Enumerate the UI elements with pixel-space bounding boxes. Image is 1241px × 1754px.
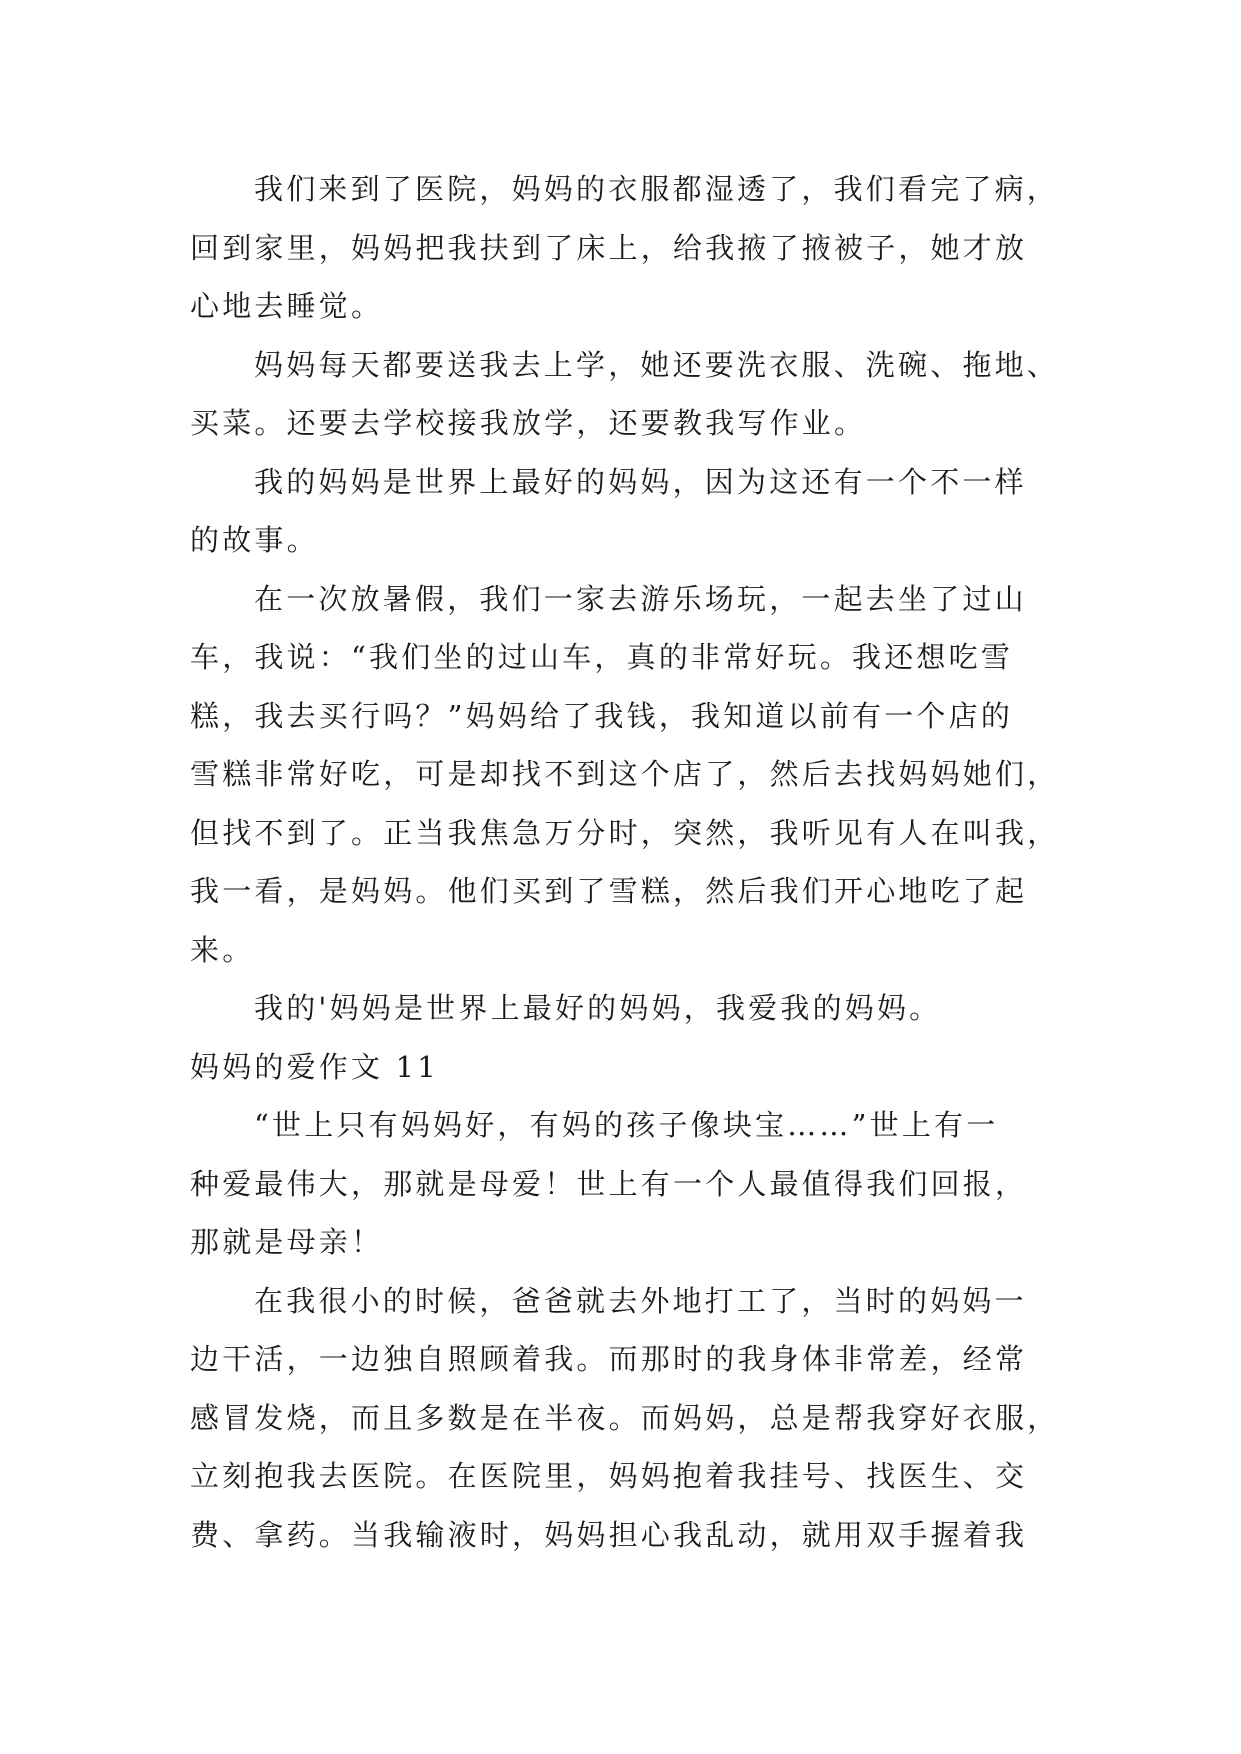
text-line: 回到家里，妈妈把我扶到了床上，给我掖了掖被子，她才放: [190, 230, 1028, 265]
text-line: 在一次放暑假，我们一家去游乐场玩，一起去坐了过山: [254, 581, 1027, 616]
text-line: 但找不到了。正当我焦急万分时，突然，我听见有人在叫我，: [190, 815, 1060, 850]
text-line: 糕，我去买行吗？”妈妈给了我钱，我知道以前有一个店的: [190, 698, 1014, 733]
text-line: 边干活，一边独自照顾着我。而那时的我身体非常差，经常: [190, 1342, 1028, 1376]
text-line: 我们来到了医院，妈妈的衣服都湿透了，我们看完了病，: [254, 172, 1060, 206]
text-line: 费、拿药。当我输液时，妈妈担心我乱动，就用双手握着我: [190, 1517, 1028, 1552]
text-line: 我的'妈妈是世界上最好的妈妈，我爱我的妈妈。: [254, 991, 942, 1025]
text-line: 种爱最伟大，那就是母爱！世上有一个人最值得我们回报，: [190, 1166, 1028, 1201]
text-line: 妈妈每天都要送我去上学，她还要洗衣服、洗碗、拖地、: [254, 347, 1060, 382]
text-line: 在我很小的时候，爸爸就去外地打工了，当时的妈妈一: [254, 1283, 1027, 1318]
text-line: 雪糕非常好吃，可是却找不到这个店了，然后去找妈妈她们，: [190, 757, 1060, 791]
text-line: 我的妈妈是世界上最好的妈妈，因为这还有一个不一样: [254, 464, 1027, 499]
text-line: 那就是母亲！: [190, 1225, 384, 1259]
document-body: [190, 160, 1070, 1564]
text-line: “世上只有妈妈好，有妈的孩子像块宝……”世上有一: [254, 1108, 999, 1142]
text-line: 妈妈的爱作文 11: [190, 1049, 439, 1084]
text-line: 买菜。还要去学校接我放学，还要教我写作业。: [190, 406, 867, 440]
text-line: 我一看，是妈妈。他们买到了雪糕，然后我们开心地吃了起: [190, 874, 1028, 908]
text-line: 车，我说：“我们坐的过山车，真的非常好玩。我还想吃雪: [190, 640, 1014, 674]
text-line: 来。: [190, 932, 255, 967]
text-line: 心地去睡觉。: [190, 289, 384, 323]
text-line: 立刻抱我去医院。在医院里，妈妈抱着我挂号、找医生、交: [190, 1459, 1028, 1493]
text-line: 的故事。: [190, 523, 319, 557]
text-line: 感冒发烧，而且多数是在半夜。而妈妈，总是帮我穿好衣服，: [190, 1400, 1060, 1435]
